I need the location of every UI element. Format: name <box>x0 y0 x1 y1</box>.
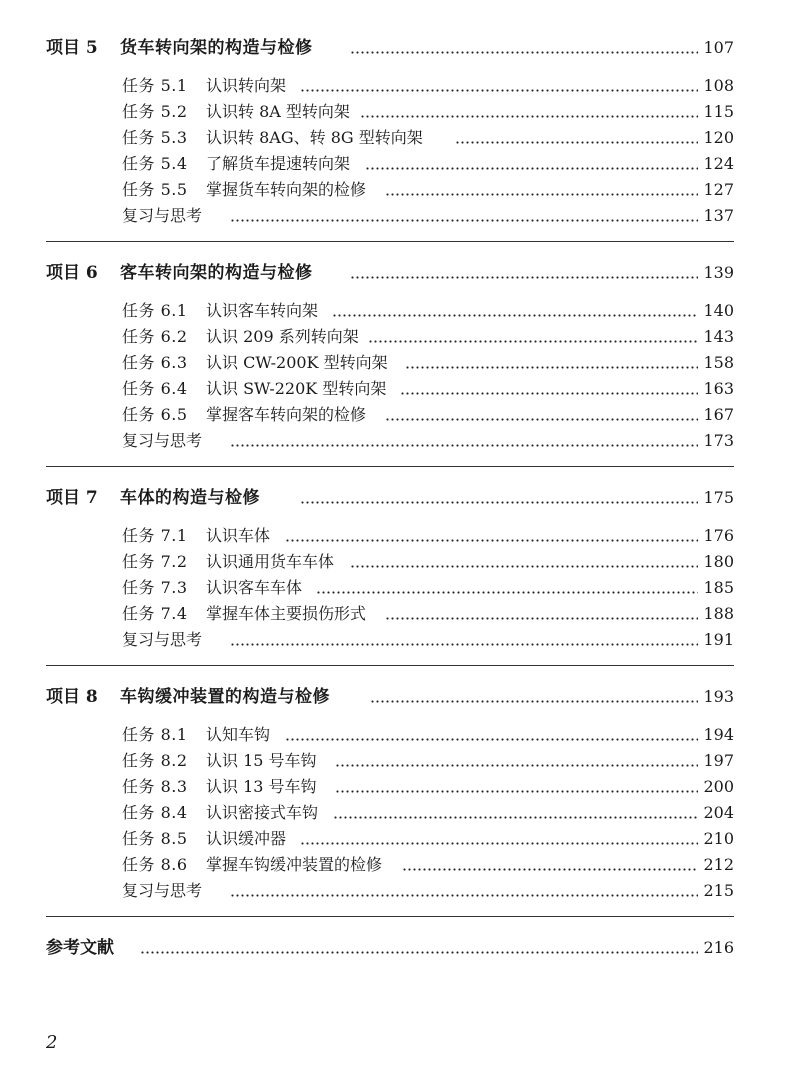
chapter-title: 货车转向架的构造与检修 <box>120 35 313 61</box>
chapter-5-entry[interactable] <box>0 35 790 61</box>
task-title: 认识客车车体 <box>206 575 302 601</box>
task-label: 任务 8.1 <box>122 722 188 748</box>
page-ref: 193 <box>700 684 734 710</box>
toc-entry[interactable] <box>0 177 790 203</box>
page-ref: 163 <box>700 376 734 402</box>
task-title: 掌握车钩缓冲装置的检修 <box>206 852 382 878</box>
task-label: 任务 6.5 <box>122 402 188 428</box>
task-label: 任务 5.5 <box>122 177 188 203</box>
page-ref: 197 <box>700 748 734 774</box>
task-title: 认识 209 系列转向架 <box>206 324 359 350</box>
task-title: 认识转向架 <box>206 73 286 99</box>
chapter-title: 车体的构造与检修 <box>120 485 260 511</box>
toc-entry[interactable] <box>0 800 790 826</box>
page-ref: 176 <box>700 523 734 549</box>
task-label: 任务 5.2 <box>122 99 188 125</box>
toc-entry[interactable] <box>0 376 790 402</box>
task-label: 任务 7.1 <box>122 523 188 549</box>
toc-entry[interactable] <box>0 601 790 627</box>
task-label: 任务 6.1 <box>122 298 188 324</box>
page-ref: 115 <box>700 99 734 125</box>
toc-entry[interactable] <box>0 298 790 324</box>
task-title: 认识客车转向架 <box>206 298 318 324</box>
toc-entry-review[interactable] <box>0 203 790 229</box>
page-ref: 108 <box>700 73 734 99</box>
page-ref: 173 <box>700 428 734 454</box>
toc-entry[interactable] <box>0 73 790 99</box>
page-ref: 175 <box>700 485 734 511</box>
task-title: 认知车钩 <box>206 722 270 748</box>
page-ref: 158 <box>700 350 734 376</box>
page-ref: 215 <box>700 878 734 904</box>
chapter-label: 项目 7 <box>46 485 98 511</box>
page-ref: 143 <box>700 324 734 350</box>
chapter-8-entry[interactable] <box>0 684 790 710</box>
chapter-7-entry[interactable] <box>0 485 790 511</box>
toc-entry[interactable] <box>0 722 790 748</box>
chapter-6-entry[interactable] <box>0 260 790 286</box>
toc-entry[interactable] <box>0 324 790 350</box>
task-label: 任务 8.5 <box>122 826 188 852</box>
chapter-label: 项目 8 <box>46 684 98 710</box>
page-ref: 139 <box>700 260 734 286</box>
toc-entry[interactable] <box>0 575 790 601</box>
task-label: 任务 8.3 <box>122 774 188 800</box>
task-title: 认识 15 号车钩 <box>206 748 317 774</box>
section-divider <box>46 665 734 666</box>
toc-entry[interactable] <box>0 125 790 151</box>
toc-entry[interactable] <box>0 549 790 575</box>
page-ref: 188 <box>700 601 734 627</box>
task-title: 掌握客车转向架的检修 <box>206 402 366 428</box>
task-title: 认识 SW-220K 型转向架 <box>206 376 386 402</box>
task-label: 任务 5.3 <box>122 125 188 151</box>
page-ref: 191 <box>700 627 734 653</box>
section-divider <box>46 916 734 917</box>
section-divider <box>46 241 734 242</box>
task-label: 任务 8.6 <box>122 852 188 878</box>
toc-entry[interactable] <box>0 402 790 428</box>
task-title: 了解货车提速转向架 <box>206 151 350 177</box>
toc-entry[interactable] <box>0 99 790 125</box>
chapter-label: 项目 6 <box>46 260 98 286</box>
page-ref: 194 <box>700 722 734 748</box>
task-label: 任务 5.4 <box>122 151 188 177</box>
page-ref: 167 <box>700 402 734 428</box>
toc-entry-review[interactable] <box>0 627 790 653</box>
toc-entry[interactable] <box>0 826 790 852</box>
toc-entry-review[interactable] <box>0 428 790 454</box>
page-ref: 137 <box>700 203 734 229</box>
review-title: 复习与思考 <box>122 428 202 454</box>
task-title: 认识 13 号车钩 <box>206 774 317 800</box>
page-ref: 185 <box>700 575 734 601</box>
review-title: 复习与思考 <box>122 627 202 653</box>
toc-entry[interactable] <box>0 523 790 549</box>
toc-entry[interactable] <box>0 852 790 878</box>
page-ref: 210 <box>700 826 734 852</box>
page-ref: 140 <box>700 298 734 324</box>
toc-entry[interactable] <box>0 350 790 376</box>
toc-entry[interactable] <box>0 748 790 774</box>
page-ref: 200 <box>700 774 734 800</box>
toc-entry-review[interactable] <box>0 878 790 904</box>
task-title: 认识密接式车钩 <box>206 800 318 826</box>
page-number: 2 <box>46 1032 58 1053</box>
page-ref: 127 <box>700 177 734 203</box>
chapter-label: 项目 5 <box>46 35 98 61</box>
page-ref: 204 <box>700 800 734 826</box>
task-title: 认识通用货车车体 <box>206 549 334 575</box>
chapter-title: 车钩缓冲装置的构造与检修 <box>120 684 330 710</box>
review-title: 复习与思考 <box>122 203 202 229</box>
task-label: 任务 5.1 <box>122 73 188 99</box>
review-title: 复习与思考 <box>122 878 202 904</box>
task-title: 认识车体 <box>206 523 270 549</box>
task-label: 任务 6.3 <box>122 350 188 376</box>
page-ref: 180 <box>700 549 734 575</box>
task-label: 任务 6.4 <box>122 376 188 402</box>
task-title: 认识 CW-200K 型转向架 <box>206 350 388 376</box>
task-label: 任务 8.4 <box>122 800 188 826</box>
toc-entry[interactable] <box>0 151 790 177</box>
toc-entry[interactable] <box>0 774 790 800</box>
task-label: 任务 7.2 <box>122 549 188 575</box>
task-label: 任务 6.2 <box>122 324 188 350</box>
section-divider <box>46 466 734 467</box>
task-title: 认识转 8A 型转向架 <box>206 99 350 125</box>
task-title: 认识缓冲器 <box>206 826 286 852</box>
task-title: 掌握车体主要损伤形式 <box>206 601 366 627</box>
page-ref: 107 <box>700 35 734 61</box>
task-title: 掌握货车转向架的检修 <box>206 177 366 203</box>
page-ref: 212 <box>700 852 734 878</box>
task-label: 任务 8.2 <box>122 748 188 774</box>
page-ref: 216 <box>700 935 734 961</box>
page-ref: 124 <box>700 151 734 177</box>
page-ref: 120 <box>700 125 734 151</box>
task-label: 任务 7.4 <box>122 601 188 627</box>
references-title: 参考文献 <box>46 935 114 961</box>
task-label: 任务 7.3 <box>122 575 188 601</box>
chapter-title: 客车转向架的构造与检修 <box>120 260 313 286</box>
references-entry[interactable] <box>0 935 790 961</box>
task-title: 认识转 8AG、转 8G 型转向架 <box>206 125 423 151</box>
